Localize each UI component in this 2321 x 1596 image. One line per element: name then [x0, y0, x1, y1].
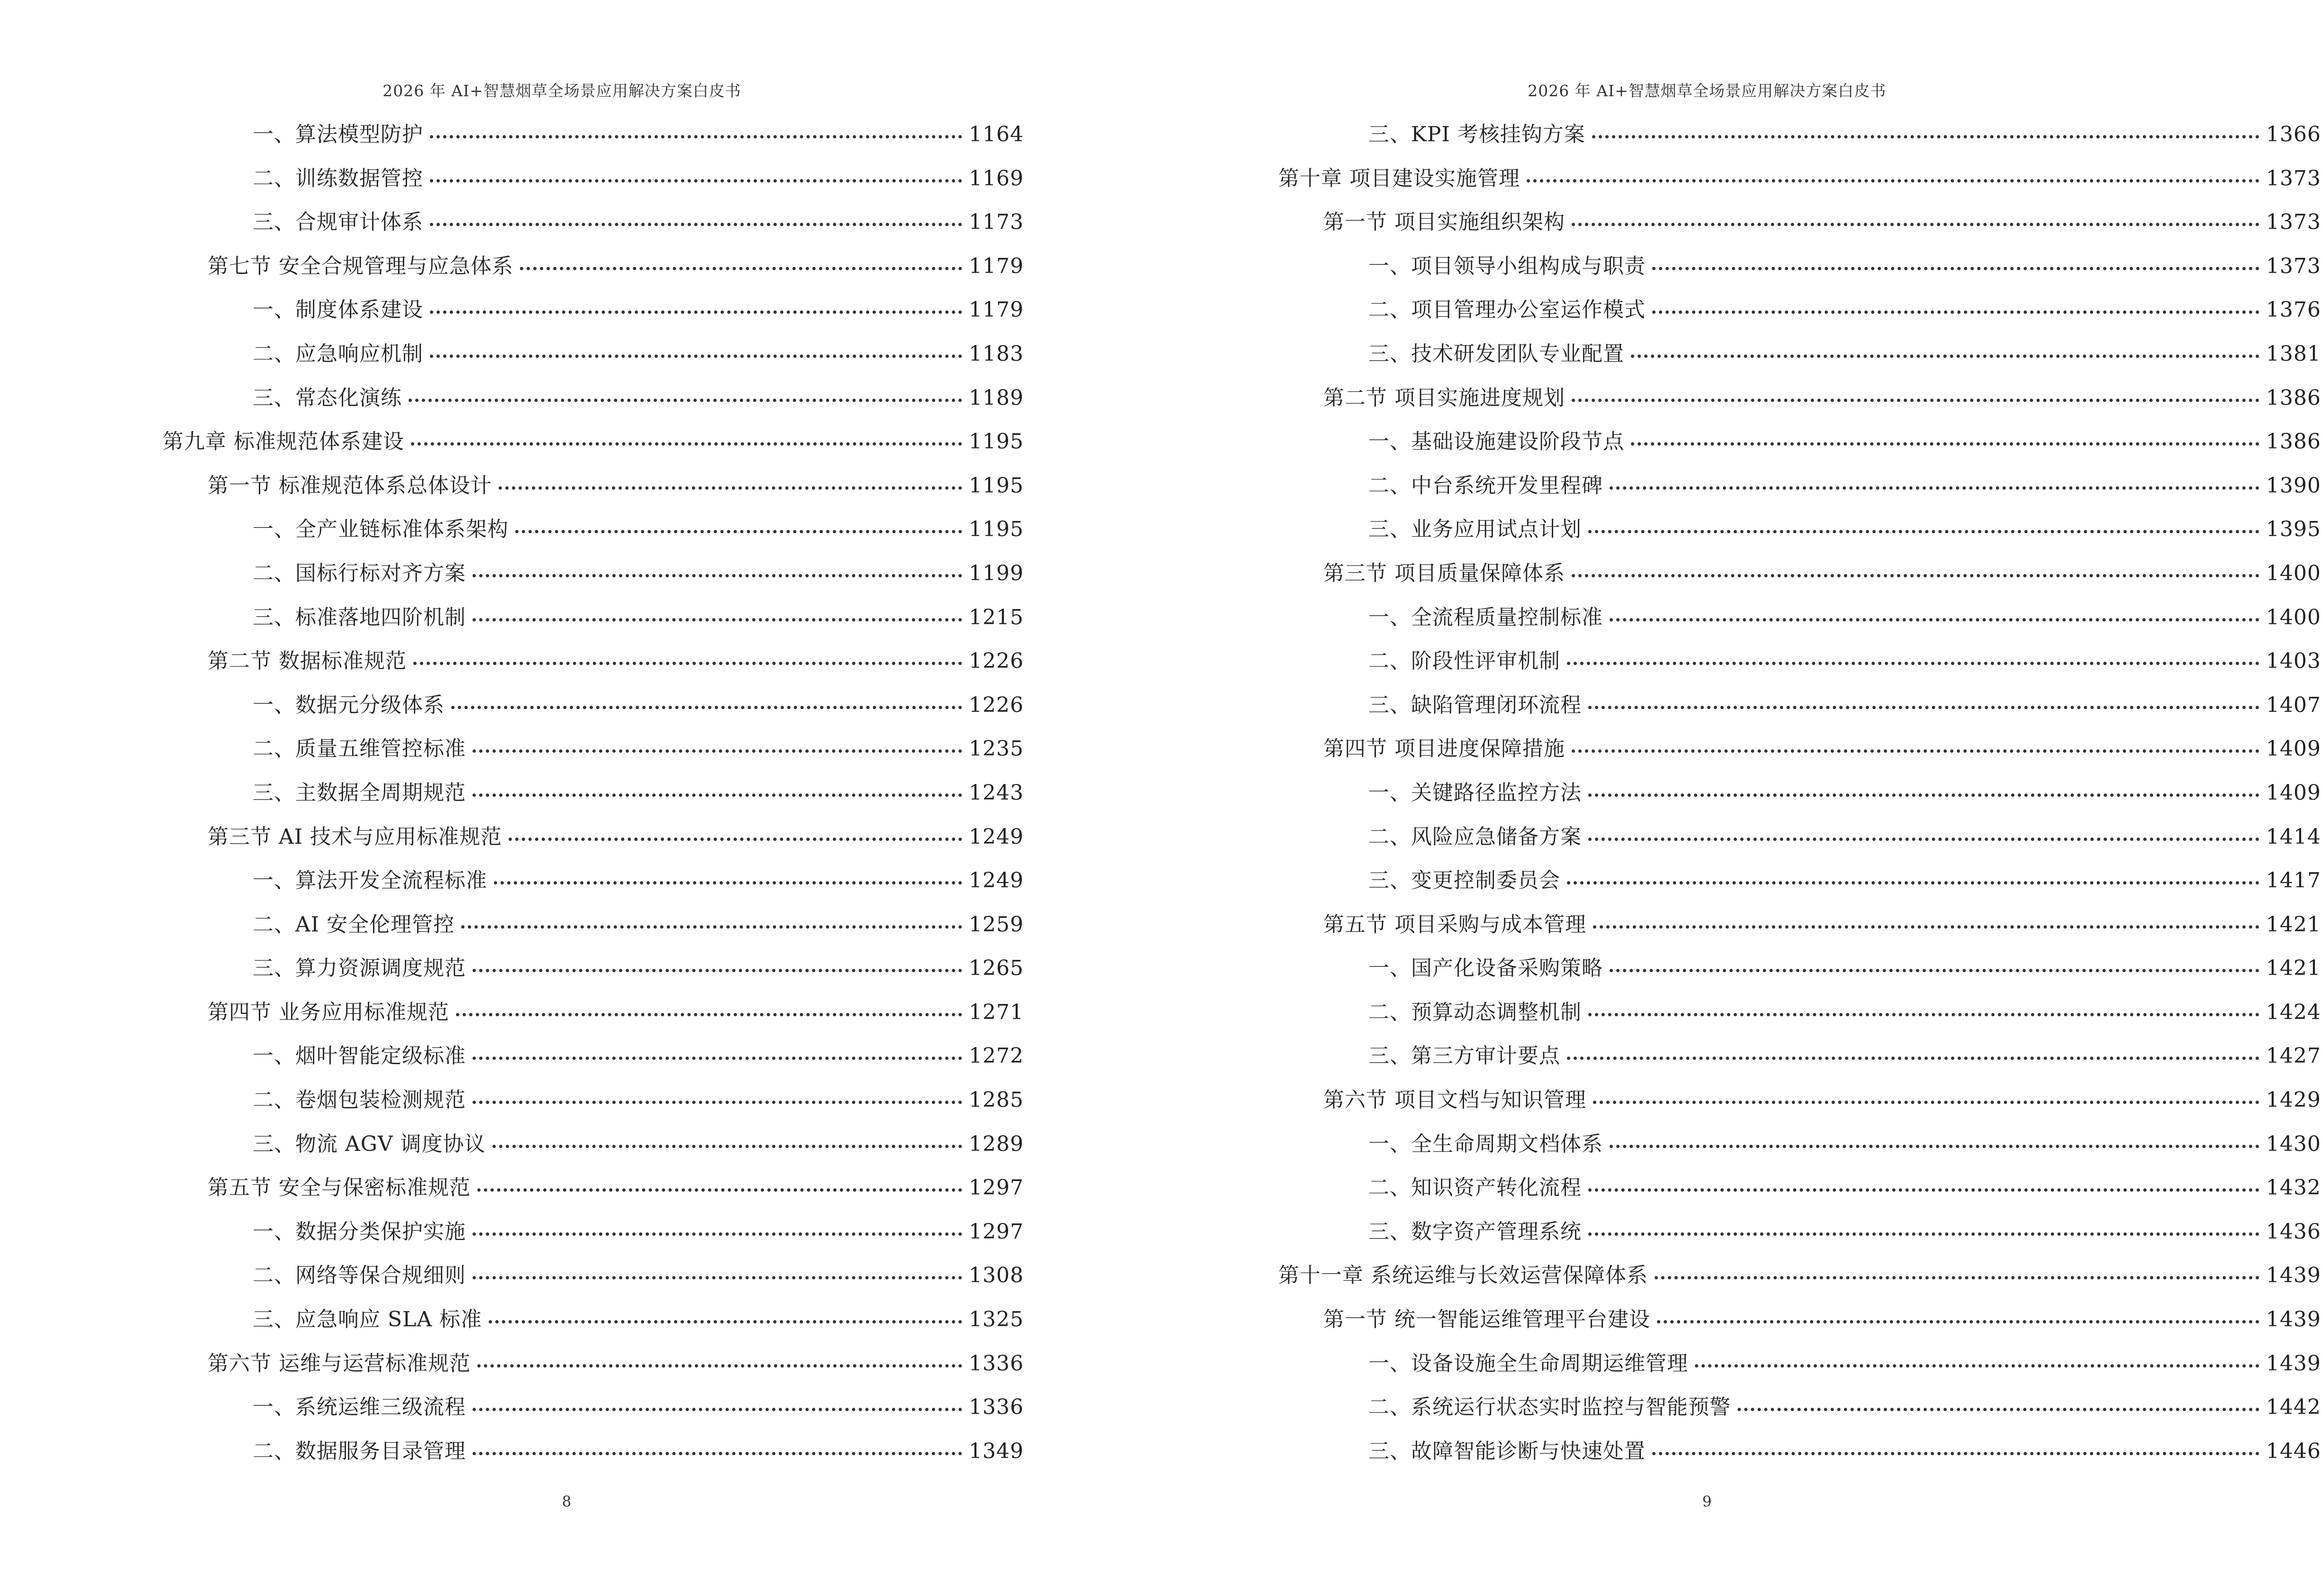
- toc-entry[interactable]: [163, 332, 1024, 376]
- dot-leader: [413, 662, 962, 665]
- toc-entry[interactable]: [1278, 1386, 2321, 1430]
- toc-entry-page-number: 1285: [969, 1088, 1024, 1113]
- toc-entry-title: 一、烟叶智能定级标准: [253, 1044, 466, 1068]
- toc-entry[interactable]: [1278, 201, 2321, 245]
- toc-entry[interactable]: [1278, 420, 2321, 464]
- toc-entry-page-number: 1442: [2266, 1395, 2321, 1420]
- dot-leader: [430, 223, 962, 226]
- toc-entry-page-number: 1373: [2266, 210, 2321, 235]
- toc-entry[interactable]: [1278, 1078, 2321, 1122]
- toc-entry-page-number: 1259: [969, 912, 1024, 937]
- toc-entry[interactable]: [1278, 508, 2321, 552]
- dot-leader: [430, 179, 962, 182]
- dot-leader: [477, 1364, 962, 1368]
- toc-entry[interactable]: [163, 596, 1024, 640]
- dot-leader: [473, 1276, 962, 1279]
- toc-entry-page-number: 1421: [2266, 912, 2321, 937]
- toc-entry[interactable]: [163, 1386, 1024, 1430]
- toc-entry[interactable]: [163, 245, 1024, 289]
- dot-leader: [1588, 1013, 2259, 1016]
- toc-entry[interactable]: [1278, 771, 2321, 815]
- toc-entry-title: 三、变更控制委员会: [1368, 868, 1560, 893]
- toc-entry-page-number: 1271: [969, 1000, 1024, 1024]
- toc-page-right: [1124, 0, 2321, 1596]
- toc-entry-page-number: 1373: [2266, 254, 2321, 278]
- toc-entry[interactable]: [163, 1298, 1024, 1342]
- toc-entry-page-number: 1195: [969, 429, 1024, 454]
- toc-entry-page-number: 1249: [969, 868, 1024, 893]
- dot-leader: [411, 442, 962, 446]
- toc-entry[interactable]: [1278, 639, 2321, 684]
- toc-entry[interactable]: [163, 1122, 1024, 1167]
- toc-entry-page-number: 1400: [2266, 605, 2321, 629]
- toc-entry-title: 二、系统运行状态实时监控与智能预警: [1368, 1395, 1731, 1420]
- toc-entry-page-number: 1395: [2266, 517, 2321, 542]
- toc-entry-title: 一、国产化设备采购策略: [1368, 956, 1603, 981]
- toc-entry[interactable]: [163, 771, 1024, 815]
- dot-leader: [1610, 1145, 2259, 1148]
- toc-entry-page-number: 1427: [2266, 1044, 2321, 1068]
- toc-entry[interactable]: [1278, 1254, 2321, 1298]
- toc-entry[interactable]: [1278, 815, 2321, 859]
- toc-entry-page-number: 1215: [969, 605, 1024, 629]
- toc-entry-title: 一、关键路径监控方法: [1368, 780, 1582, 805]
- toc-entry-title: 第四节 业务应用标准规范: [208, 1000, 449, 1024]
- toc-entry[interactable]: [163, 1430, 1024, 1474]
- dot-leader: [1588, 1232, 2259, 1236]
- dot-leader: [1592, 135, 2259, 138]
- toc-entry-title: 第十一章 系统运维与长效运营保障体系: [1278, 1263, 1648, 1288]
- toc-entry-page-number: 1349: [969, 1439, 1024, 1463]
- running-header: 2026 年 AI+智慧烟草全场景应用解决方案白皮书: [1528, 82, 1886, 100]
- toc-entry[interactable]: [1278, 947, 2321, 991]
- dot-leader: [1567, 662, 2259, 665]
- toc-entry-title: 一、算法模型防护: [253, 122, 423, 146]
- toc-entry-title: 第九章 标准规范体系建设: [163, 429, 404, 454]
- toc-entry-page-number: 1439: [2266, 1351, 2321, 1376]
- dot-leader: [1572, 749, 2259, 753]
- dot-leader: [430, 135, 962, 138]
- toc-list: [163, 113, 1024, 1473]
- toc-entry-title: 二、预算动态调整机制: [1368, 1000, 1582, 1024]
- toc-entry[interactable]: [1278, 1034, 2321, 1078]
- toc-entry-title: 三、数字资产管理系统: [1368, 1219, 1582, 1244]
- dot-leader: [1695, 1364, 2259, 1368]
- dot-leader: [494, 881, 962, 885]
- toc-entry-page-number: 1265: [969, 956, 1024, 981]
- toc-entry-title: 二、卷烟包装检测规范: [253, 1088, 466, 1113]
- toc-entry-title: 三、第三方审计要点: [1368, 1044, 1560, 1068]
- dot-leader: [499, 486, 962, 490]
- toc-entry[interactable]: [163, 113, 1024, 157]
- dot-leader: [477, 1188, 962, 1192]
- toc-entry-page-number: 1336: [969, 1351, 1024, 1376]
- toc-entry-title: 第十章 项目建设实施管理: [1278, 166, 1520, 191]
- toc-entry-title: 第五节 安全与保密标准规范: [208, 1176, 471, 1200]
- dot-leader: [520, 267, 962, 270]
- toc-entry-page-number: 1243: [969, 780, 1024, 805]
- dot-leader: [473, 1408, 962, 1411]
- running-header: 2026 年 AI+智慧烟草全场景应用解决方案白皮书: [382, 82, 741, 100]
- toc-entry[interactable]: [1278, 113, 2321, 157]
- toc-entry[interactable]: [163, 508, 1024, 552]
- toc-entry-title: 一、数据分类保护实施: [253, 1219, 466, 1244]
- toc-entry[interactable]: [163, 201, 1024, 245]
- toc-entry-page-number: 1424: [2266, 1000, 2321, 1024]
- toc-entry-page-number: 1403: [2266, 649, 2321, 674]
- dot-leader: [1610, 618, 2259, 621]
- toc-entry-title: 二、项目管理办公室运作模式: [1368, 298, 1646, 322]
- toc-entry-title: 一、数据元分级体系: [253, 693, 445, 717]
- dot-leader: [1655, 1276, 2259, 1279]
- dot-leader: [1610, 486, 2259, 490]
- dot-leader: [1527, 179, 2259, 182]
- toc-entry-title: 一、制度体系建设: [253, 298, 423, 322]
- toc-entry-title: 第一节 统一智能运维管理平台建设: [1323, 1307, 1650, 1332]
- toc-entry[interactable]: [163, 815, 1024, 859]
- dot-leader: [473, 1057, 962, 1060]
- toc-entry-page-number: 1272: [969, 1044, 1024, 1068]
- toc-entry[interactable]: [163, 464, 1024, 508]
- toc-entry-page-number: 1366: [2266, 122, 2321, 146]
- toc-entry-page-number: 1429: [2266, 1088, 2321, 1113]
- toc-entry-page-number: 1336: [969, 1395, 1024, 1420]
- toc-entry-title: 二、中台系统开发里程碑: [1368, 473, 1603, 498]
- dot-leader: [1567, 1057, 2259, 1060]
- toc-entry-title: 三、缺陷管理闭环流程: [1368, 693, 1582, 717]
- toc-entry-page-number: 1439: [2266, 1263, 2321, 1288]
- toc-entry[interactable]: [163, 552, 1024, 596]
- dot-leader: [515, 530, 962, 533]
- toc-entry-page-number: 1407: [2266, 693, 2321, 717]
- dot-leader: [1572, 223, 2259, 226]
- toc-entry[interactable]: [1278, 991, 2321, 1035]
- toc-entry-title: 一、设备设施全生命周期运维管理: [1368, 1351, 1688, 1376]
- toc-entry-page-number: 1381: [2266, 341, 2321, 366]
- toc-entry[interactable]: [163, 376, 1024, 420]
- dot-leader: [1652, 310, 2259, 314]
- dot-leader: [409, 399, 962, 402]
- toc-entry-page-number: 1409: [2266, 737, 2321, 761]
- dot-leader: [1657, 1320, 2259, 1323]
- toc-entry-page-number: 1173: [969, 210, 1024, 235]
- dot-leader: [1593, 1101, 2259, 1104]
- toc-entry-title: 一、全生命周期文档体系: [1368, 1131, 1603, 1156]
- toc-entry-title: 三、算力资源调度规范: [253, 956, 466, 981]
- toc-entry-page-number: 1439: [2266, 1307, 2321, 1332]
- dot-leader: [430, 310, 962, 314]
- toc-entry-title: 三、合规审计体系: [253, 210, 423, 235]
- toc-entry-page-number: 1297: [969, 1176, 1024, 1200]
- dot-leader: [1572, 399, 2259, 402]
- page-number: 8: [562, 1493, 572, 1510]
- page-number: 9: [1702, 1493, 1712, 1510]
- toc-entry-page-number: 1376: [2266, 298, 2321, 322]
- dot-leader: [1738, 1408, 2259, 1411]
- dot-leader: [473, 749, 962, 753]
- dot-leader: [489, 1320, 962, 1323]
- toc-entry-page-number: 1189: [969, 385, 1024, 410]
- toc-page-left: [0, 0, 1124, 1596]
- toc-entry[interactable]: [1278, 332, 2321, 376]
- toc-entry[interactable]: [1278, 1122, 2321, 1167]
- toc-entry-page-number: 1432: [2266, 1176, 2321, 1200]
- toc-entry[interactable]: [1278, 464, 2321, 508]
- toc-entry-page-number: 1297: [969, 1219, 1024, 1244]
- dot-leader: [456, 1013, 962, 1016]
- toc-entry-page-number: 1183: [969, 341, 1024, 366]
- toc-entry-page-number: 1325: [969, 1307, 1024, 1332]
- toc-entry-title: 第一节 标准规范体系总体设计: [208, 473, 492, 498]
- toc-entry-title: 一、全流程质量控制标准: [1368, 605, 1603, 629]
- toc-entry-page-number: 1390: [2266, 473, 2321, 498]
- toc-entry[interactable]: [163, 727, 1024, 771]
- dot-leader: [473, 969, 962, 972]
- toc-entry-page-number: 1400: [2266, 561, 2321, 585]
- toc-entry-page-number: 1308: [969, 1263, 1024, 1288]
- toc-entry[interactable]: [163, 903, 1024, 947]
- toc-entry-title: 第七节 安全合规管理与应急体系: [208, 254, 513, 278]
- toc-entry[interactable]: [163, 157, 1024, 201]
- dot-leader: [1588, 1188, 2259, 1192]
- toc-entry[interactable]: [163, 859, 1024, 903]
- dot-leader: [509, 838, 962, 841]
- toc-entry[interactable]: [163, 1078, 1024, 1122]
- toc-entry-title: 一、系统运维三级流程: [253, 1395, 466, 1420]
- dot-leader: [473, 574, 962, 577]
- toc-entry-title: 一、算法开发全流程标准: [253, 868, 487, 893]
- toc-entry-title: 三、KPI 考核挂钩方案: [1368, 122, 1585, 146]
- dot-leader: [1572, 574, 2259, 577]
- toc-entry[interactable]: [163, 420, 1024, 464]
- toc-entry-page-number: 1430: [2266, 1131, 2321, 1156]
- toc-entry-title: 二、质量五维管控标准: [253, 737, 466, 761]
- toc-entry-page-number: 1289: [969, 1131, 1024, 1156]
- toc-entry[interactable]: [1278, 1298, 2321, 1342]
- toc-entry-page-number: 1249: [969, 824, 1024, 849]
- toc-entry[interactable]: [163, 1254, 1024, 1298]
- toc-entry-page-number: 1179: [969, 298, 1024, 322]
- dot-leader: [461, 925, 962, 929]
- dot-leader: [473, 1101, 962, 1104]
- toc-entry[interactable]: [163, 1342, 1024, 1386]
- toc-entry-title: 第四节 项目进度保障措施: [1323, 737, 1565, 761]
- dot-leader: [492, 1145, 962, 1148]
- dot-leader: [1631, 442, 2259, 446]
- toc-entry[interactable]: [1278, 1430, 2321, 1474]
- dot-leader: [1588, 706, 2259, 709]
- toc-entry-page-number: 1195: [969, 473, 1024, 498]
- toc-entry-title: 二、应急响应机制: [253, 341, 423, 366]
- dot-leader: [1652, 1452, 2259, 1455]
- toc-entry-title: 一、基础设施建设阶段节点: [1368, 429, 1624, 454]
- toc-entry[interactable]: [1278, 596, 2321, 640]
- toc-entry-title: 第三节 项目质量保障体系: [1323, 561, 1565, 585]
- toc-entry[interactable]: [1278, 1210, 2321, 1254]
- toc-entry-title: 三、主数据全周期规范: [253, 780, 466, 805]
- toc-entry[interactable]: [1278, 1166, 2321, 1210]
- toc-entry[interactable]: [1278, 1342, 2321, 1386]
- toc-entry-page-number: 1414: [2266, 824, 2321, 849]
- dot-leader: [1610, 969, 2259, 972]
- toc-entry[interactable]: [163, 639, 1024, 684]
- dot-leader: [473, 618, 962, 621]
- toc-entry-page-number: 1386: [2266, 429, 2321, 454]
- toc-entry[interactable]: [163, 1210, 1024, 1254]
- toc-entry-title: 一、项目领导小组构成与职责: [1368, 254, 1646, 278]
- toc-entry[interactable]: [163, 684, 1024, 728]
- toc-entry-page-number: 1195: [969, 517, 1024, 542]
- toc-entry-title: 第三节 AI 技术与应用标准规范: [208, 824, 502, 849]
- toc-entry[interactable]: [163, 288, 1024, 332]
- toc-list: [1278, 113, 2321, 1473]
- toc-entry-title: 一、全产业链标准体系架构: [253, 517, 509, 542]
- toc-entry-title: 第二节 项目实施进度规划: [1323, 385, 1565, 410]
- toc-entry[interactable]: [1278, 552, 2321, 596]
- toc-entry-page-number: 1386: [2266, 385, 2321, 410]
- toc-entry-title: 三、应急响应 SLA 标准: [253, 1307, 482, 1332]
- dot-leader: [1588, 838, 2259, 841]
- toc-entry-title: 第六节 运维与运营标准规范: [208, 1351, 471, 1376]
- dot-leader: [430, 355, 962, 358]
- toc-entry[interactable]: [1278, 903, 2321, 947]
- toc-entry[interactable]: [1278, 288, 2321, 332]
- dot-leader: [1567, 881, 2259, 885]
- dot-leader: [451, 706, 962, 709]
- toc-entry-title: 三、常态化演练: [253, 385, 402, 410]
- toc-entry[interactable]: [163, 1034, 1024, 1078]
- dot-leader: [1652, 267, 2259, 270]
- toc-entry[interactable]: [1278, 727, 2321, 771]
- toc-entry[interactable]: [163, 947, 1024, 991]
- toc-entry-title: 二、数据服务目录管理: [253, 1439, 466, 1463]
- toc-entry-title: 二、风险应急储备方案: [1368, 824, 1582, 849]
- dot-leader: [473, 793, 962, 797]
- toc-entry[interactable]: [1278, 157, 2321, 201]
- dot-leader: [473, 1452, 962, 1455]
- toc-entry-page-number: 1409: [2266, 780, 2321, 805]
- toc-entry[interactable]: [1278, 684, 2321, 728]
- dot-leader: [473, 1232, 962, 1236]
- toc-entry[interactable]: [1278, 859, 2321, 903]
- toc-entry-title: 三、故障智能诊断与快速处置: [1368, 1439, 1646, 1463]
- toc-entry-page-number: 1235: [969, 737, 1024, 761]
- toc-entry-page-number: 1199: [969, 561, 1024, 585]
- toc-entry-page-number: 1436: [2266, 1219, 2321, 1244]
- dot-leader: [1588, 793, 2259, 797]
- dot-leader: [1588, 530, 2259, 533]
- toc-entry-page-number: 1417: [2266, 868, 2321, 893]
- toc-entry[interactable]: [1278, 245, 2321, 289]
- toc-entry[interactable]: [1278, 376, 2321, 420]
- toc-entry-title: 三、物流 AGV 调度协议: [253, 1131, 486, 1156]
- toc-entry-title: 第六节 项目文档与知识管理: [1323, 1088, 1586, 1113]
- toc-entry-page-number: 1179: [969, 254, 1024, 278]
- toc-entry-page-number: 1164: [969, 122, 1024, 146]
- toc-entry-title: 二、知识资产转化流程: [1368, 1176, 1582, 1200]
- toc-entry-title: 第一节 项目实施组织架构: [1323, 210, 1565, 235]
- toc-entry-page-number: 1169: [969, 166, 1024, 191]
- toc-entry-title: 三、业务应用试点计划: [1368, 517, 1582, 542]
- toc-entry-page-number: 1446: [2266, 1439, 2321, 1463]
- toc-entry-title: 二、国标行标对齐方案: [253, 561, 466, 585]
- toc-entry-title: 二、阶段性评审机制: [1368, 649, 1560, 674]
- toc-entry-page-number: 1421: [2266, 956, 2321, 981]
- toc-entry[interactable]: [163, 991, 1024, 1035]
- toc-entry-page-number: 1226: [969, 693, 1024, 717]
- toc-entry-title: 三、标准落地四阶机制: [253, 605, 466, 629]
- toc-entry-page-number: 1226: [969, 649, 1024, 674]
- toc-entry-title: 二、训练数据管控: [253, 166, 423, 191]
- toc-entry-title: 第二节 数据标准规范: [208, 649, 407, 674]
- toc-entry-page-number: 1373: [2266, 166, 2321, 191]
- toc-entry-title: 三、技术研发团队专业配置: [1368, 341, 1624, 366]
- toc-entry-title: 第五节 项目采购与成本管理: [1323, 912, 1586, 937]
- toc-entry-title: 二、网络等保合规细则: [253, 1263, 466, 1288]
- dot-leader: [1631, 355, 2259, 358]
- toc-entry-title: 二、AI 安全伦理管控: [253, 912, 455, 937]
- toc-entry[interactable]: [163, 1166, 1024, 1210]
- dot-leader: [1593, 925, 2259, 929]
